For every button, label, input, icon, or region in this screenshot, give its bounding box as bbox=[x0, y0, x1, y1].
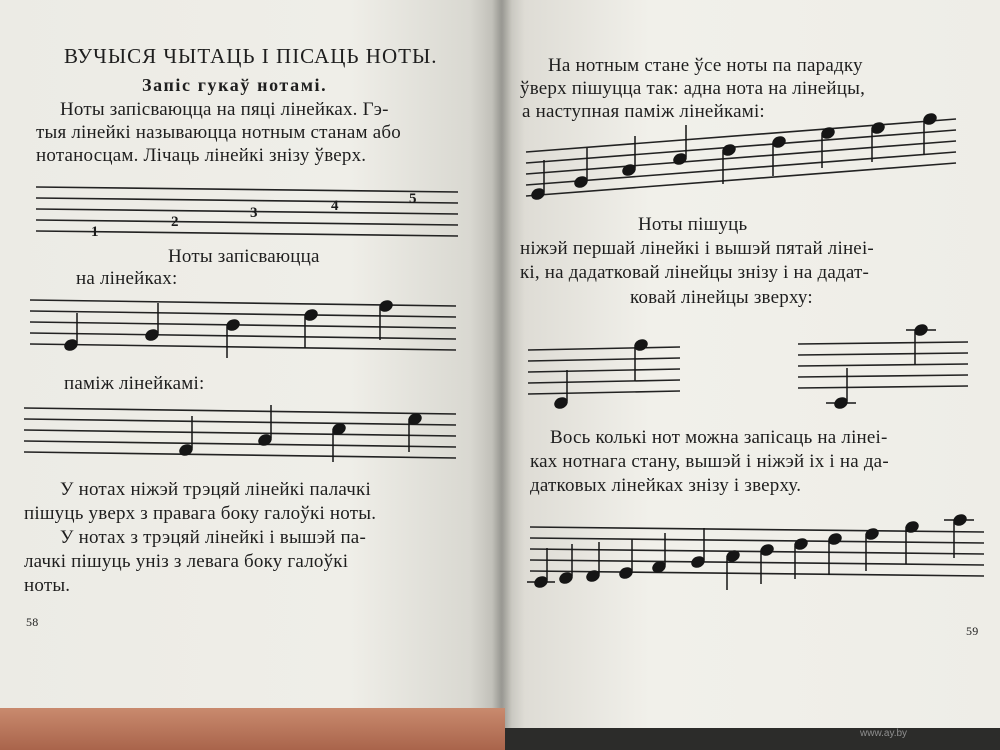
staff-line bbox=[798, 342, 968, 344]
summary-line: ках нотнага стану, вышэй і ніжэй іх і на да- bbox=[530, 451, 889, 472]
intro-line: нотаносцам. Лічаць лінейкі знізу ўверх. bbox=[36, 145, 367, 166]
staff-line bbox=[530, 560, 984, 565]
right-intro-line: На нотным стане ўсе ноты па парадку bbox=[548, 55, 863, 76]
ledger-heading: Ноты пішуць bbox=[638, 214, 748, 235]
stem-rule-line: У нотах ніжэй трэцяй лінейкі палачкі bbox=[60, 479, 371, 500]
staff-line bbox=[798, 386, 968, 388]
staff-line bbox=[24, 419, 456, 425]
outside-staff-notes-example bbox=[528, 337, 680, 411]
staff-line bbox=[528, 380, 680, 383]
full-range-staff bbox=[527, 512, 984, 590]
right-intro-line: а наступная паміж лінейкамі: bbox=[522, 101, 765, 122]
intro-line: тыя лінейкі называюцца нотным станам або bbox=[36, 122, 401, 143]
line-number-label: 3 bbox=[250, 205, 258, 221]
staff-line bbox=[36, 209, 458, 214]
watermark: www.ay.by bbox=[860, 728, 908, 739]
ledger-line: кі, на дадатковай лінейцы знізу і на дадат- bbox=[520, 262, 870, 283]
notes-between-lines-staff bbox=[24, 405, 456, 462]
staff-line bbox=[798, 375, 968, 377]
staff-line bbox=[528, 358, 680, 361]
line-number-label: 2 bbox=[171, 214, 179, 230]
staff-line bbox=[24, 441, 456, 447]
right-intro-line: ўверх пішуцца так: адна нота на лінейцы, bbox=[520, 78, 866, 99]
ledger-notes-example bbox=[798, 322, 968, 411]
between-lines-label: паміж лінейкамі: bbox=[64, 373, 205, 394]
summary-line: датковых лінейках знізу і зверху. bbox=[530, 475, 802, 496]
staff-line bbox=[36, 220, 458, 225]
staff-line bbox=[798, 364, 968, 366]
staff-line bbox=[30, 311, 456, 317]
staff-line bbox=[530, 549, 984, 554]
staff-line bbox=[30, 322, 456, 328]
numbered-staff bbox=[36, 187, 458, 240]
staff-line bbox=[36, 198, 458, 203]
line-number-label: 4 bbox=[331, 198, 339, 214]
staff-line bbox=[36, 231, 458, 236]
staff-line bbox=[798, 353, 968, 355]
notes-on-lines-staff bbox=[30, 298, 456, 358]
staff-line bbox=[528, 347, 680, 350]
stem-rule-line: лачкі пішуць уніз з левага боку галоўкі bbox=[24, 551, 349, 572]
staff-line bbox=[30, 333, 456, 339]
ascending-notes-staff bbox=[526, 111, 956, 202]
lesson-title: ВУЧЫСЯ ЧЫТАЦЬ І ПІСАЦЬ НОТЫ. bbox=[64, 44, 438, 68]
line-number-label: 1 bbox=[91, 224, 99, 240]
staff-line bbox=[24, 452, 456, 458]
intro-line: Ноты запісваюцца на пяці лінейках. Гэ- bbox=[60, 99, 389, 120]
stem-rule-line: ноты. bbox=[24, 575, 71, 596]
ledger-line: ніжэй першай лінейкі і вышэй пятай лінеі- bbox=[520, 238, 874, 259]
staff-line bbox=[36, 187, 458, 192]
on-lines-label: на лінейках: bbox=[76, 268, 178, 289]
staff-line bbox=[530, 538, 984, 543]
stem-rule-line: пішуць уверх з правага боку галоўкі ноты. bbox=[24, 503, 377, 524]
stem-rule-line: У нотах з трэцяй лінейкі і вышэй па- bbox=[60, 527, 366, 548]
staff-line bbox=[30, 344, 456, 350]
staff-line bbox=[528, 369, 680, 372]
page-number-right: 59 bbox=[966, 624, 979, 638]
ledger-line: ковай лінейцы зверху: bbox=[630, 287, 813, 308]
staff-line bbox=[24, 408, 456, 414]
staff-line bbox=[528, 391, 680, 394]
summary-line: Вось колькі нот можна запісаць на лінеі- bbox=[550, 427, 888, 448]
line-number-label: 5 bbox=[409, 191, 417, 207]
page-number-left: 58 bbox=[26, 615, 39, 629]
on-lines-label: Ноты запісваюцца bbox=[168, 246, 320, 267]
staff-line bbox=[24, 430, 456, 436]
lesson-subtitle: Запіс гукаў нотамі. bbox=[142, 75, 328, 95]
